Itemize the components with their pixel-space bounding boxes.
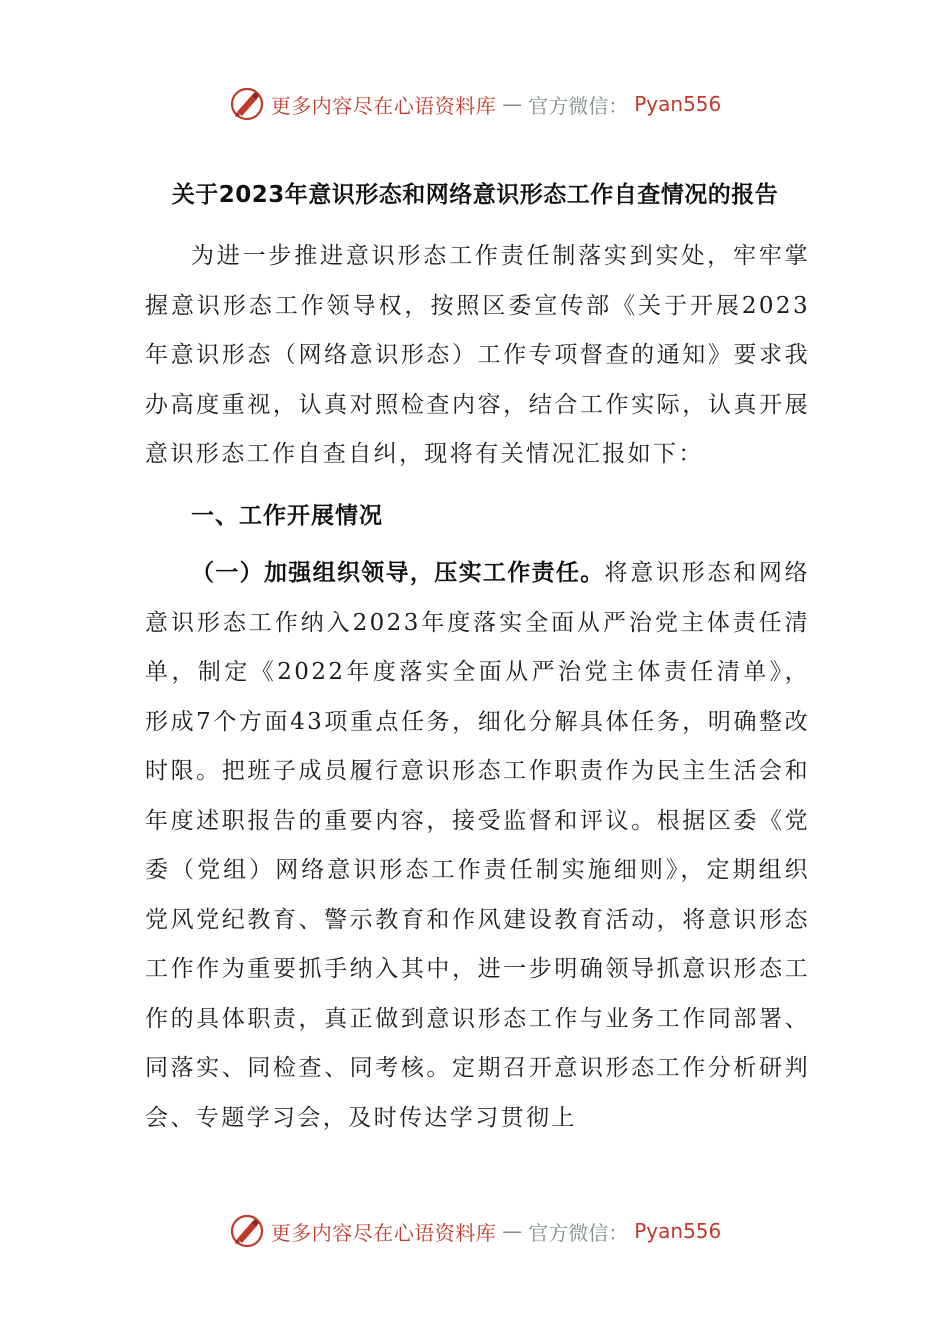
subsection-paragraph: [145, 549, 810, 1143]
watermark-text: 更多内容尽在心语资料库: [270, 1220, 497, 1245]
watermark-dash: —: [502, 1219, 523, 1243]
watermark-wechat-id: Pyan556: [634, 1219, 722, 1243]
document-title: 关于2023年意识形态和网络意识形态工作自查情况的报告: [171, 182, 779, 208]
watermark-label: 官方微信：: [528, 1220, 629, 1245]
watermark-label: 官方微信：: [528, 93, 629, 118]
section-heading: 一、工作开展情况: [191, 502, 383, 529]
pen-circle-logo-icon: [229, 1213, 265, 1249]
subsection-lead: （一）加强组织领导，压实工作责任。: [191, 560, 605, 586]
watermark-text: 更多内容尽在心语资料库: [270, 93, 497, 118]
subsection-body: 将意识形态和网络意识形态工作纳入2023年度落实全面从严治党主体责任清单，制定《2022年度落实全面从严治党主体责任清单》，形成7个方面43项重点任务，细化分解具体任务，明确整改时限。把班子成员履行意识形态工作职责作为民主生活会和年度述职报告的重要内容，接受监督和评议。根据区委《党委（党组）网络意识形态工作责任制实施细则》，定期组织党风党纪教育、警示教育和作风建设教育活动，将意识形态工作作为重要抓手纳入其中，进一步明确领导抓意识形态工作的具体职责，真正做到意识形态工作与业务工作同部署、同落实、同检查、同考核。定期召开意识形态工作分析研判会、专题学习会，及时传达学习贯彻上: [145, 560, 811, 1131]
header-watermark: [0, 84, 950, 124]
watermark-dash: —: [502, 92, 523, 116]
pen-circle-logo-icon: [229, 86, 265, 122]
document-body: [145, 232, 810, 1143]
watermark-wechat-id: Pyan556: [634, 92, 722, 116]
footer-watermark: [0, 1211, 950, 1251]
intro-paragraph: 为进一步推进意识形态工作责任制落实到实处，牢牢掌握意识形态工作领导权，按照区委宣传部《关于开展2023年意识形态（网络意识形态）工作专项督查的通知》要求我办高度重视，认真对照检查内容，结合工作实际，认真开展意识形态工作自查自纠，现将有关情况汇报如下：: [145, 243, 810, 467]
